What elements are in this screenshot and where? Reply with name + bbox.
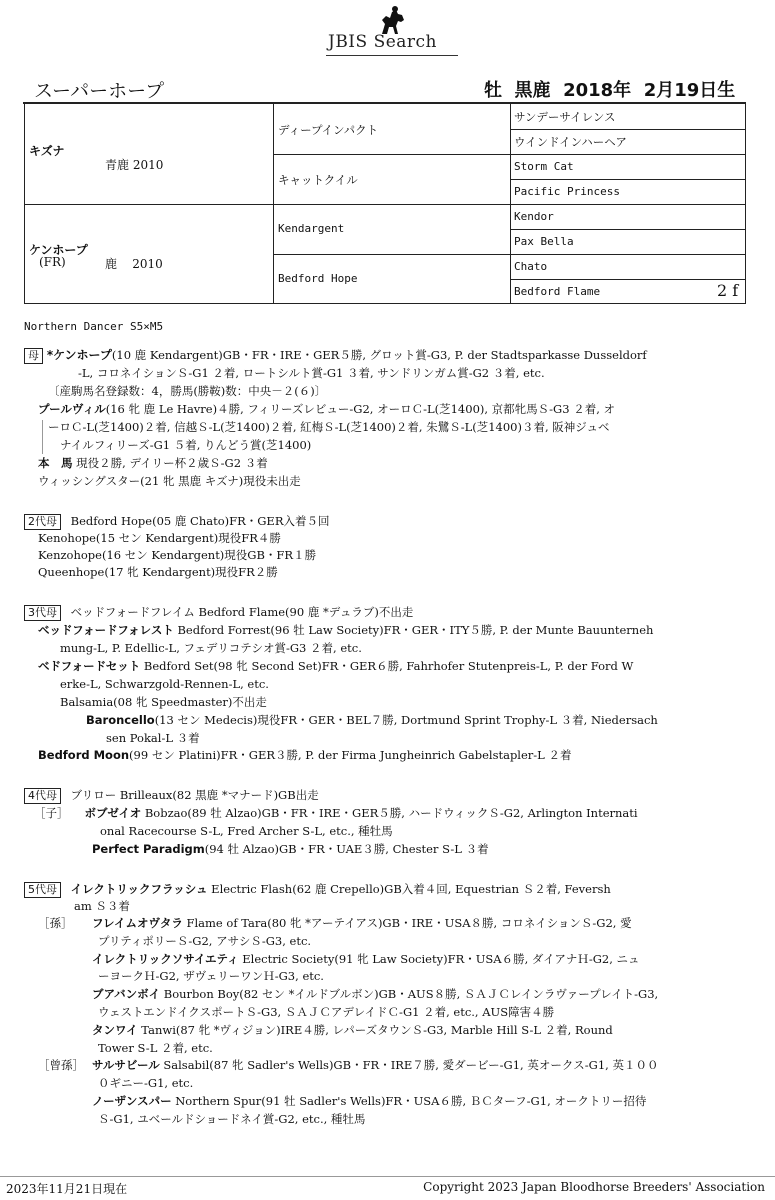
electric-society[interactable]: イレクトリックソサイエティ [92, 952, 239, 966]
dam-origin: (FR) [39, 255, 66, 269]
bedford-forrest-record: Bedford Forrest(96 牡 Law Society)FR・GER・ITY５勝, P. der Munte Bauunterneh [173, 623, 654, 637]
inbreeding-note: Northern Dancer S5×M5 [24, 320, 164, 333]
foal-pourville-record-cont2: ナイルフィリーズ-G1 ５着, りんどう賞(芝1400) [60, 438, 312, 452]
jbis-search-logo[interactable] [322, 6, 462, 54]
g2-foal-2: Kenzohope(16 セン Kendargent)現役GB・FR１勝 [38, 548, 317, 562]
electric-flash[interactable]: イレクトリックフラッシュ [70, 882, 208, 896]
gen3-5[interactable]: Kendor [514, 210, 554, 223]
bedford-moon[interactable]: Bedford Moon [38, 748, 130, 762]
gen3-6[interactable]: Pax Bella [514, 235, 574, 248]
dam-offspring-summary: 〔産駒馬名登録数：4，勝馬(勝鞍)数：中央－２(６)〕 [48, 384, 327, 398]
logo-text: JBIS Search [328, 32, 438, 52]
electric-flash-record-cont: am Ｓ３着 [74, 899, 130, 913]
foal-pourville-record: (16 牝 鹿 Le Havre)４勝, フィリーズレビュー-G2, オーロＣ-L(芝1400), 京都牝馬Ｓ-G3 ２着, オ [105, 402, 616, 416]
northern-spur-record-cont: Ｓ-G1, ユベールドショードネイ賞-G2, etc., 種牡馬 [98, 1112, 366, 1126]
dam-info: 鹿 2010 [105, 257, 163, 271]
flame-of-tara[interactable]: フレイムオヴタラ [92, 916, 183, 930]
horse-name: スーパーホープ [34, 80, 165, 102]
flame-of-tara-record: Flame of Tara(80 牝 *アーテイアス)GB・IRE・USA８勝, コロネイションＳ-G2, 愛 [182, 916, 632, 930]
pedigree-table [24, 104, 746, 304]
logo-underline [326, 55, 458, 56]
section-label-dam: 母 [24, 348, 43, 364]
footer-date: 2023年11月21日現在 [6, 1182, 128, 1196]
dam-name-link[interactable]: *ケンホープ [46, 348, 112, 362]
northern-spur-record: Northern Spur(91 牡 Sadler's Wells)FR・USA６勝, ＢＣターフ-G1, オークトリー招待 [171, 1094, 647, 1108]
foal-pourville-record-cont: ーロＣ-L(芝1400)２着, 信越Ｓ-L(芝1400)２着, 紅梅Ｓ-L(芝1400)２着, 朱鷺Ｓ-L(芝1400)３着, 阪神ジュベ [48, 420, 610, 434]
gen2-sire-sire[interactable]: ディープインパクト [278, 123, 379, 137]
gen3-7[interactable]: Chato [514, 260, 548, 273]
gen3-1[interactable]: サンデーサイレンス [514, 110, 616, 124]
sire-name[interactable]: キズナ [29, 144, 65, 158]
g3-dam: ベッドフォードフレイム Bedford Flame(90 鹿 *デュラブ)不出走 [70, 605, 414, 619]
section-label-g4: 4代母 [24, 788, 61, 804]
bedford-forrest[interactable]: ベッドフォードフォレスト [38, 623, 174, 637]
indent-rule [42, 420, 43, 454]
g2-foal-1: Kenohope(15 セン Kendargent)現役FR４勝 [38, 531, 281, 545]
gen2-dam-dam[interactable]: Bedford Hope [278, 272, 358, 285]
section-label-g2: 2代母 [24, 514, 61, 530]
bedford-forrest-record-cont: mung-L, P. Edellic-L, フェデリコテシオ賞-G3 ２着, etc. [60, 641, 362, 655]
sire-info: 青鹿 2010 [105, 158, 164, 172]
northern-spur[interactable]: ノーザンスパー [92, 1094, 172, 1108]
balsamia: Balsamia(08 牝 Speedmaster)不出走 [60, 695, 267, 709]
gen2-sire-dam[interactable]: キャットクイル [278, 173, 358, 187]
baroncello-record: (13 セン Medecis)現役FR・GER・BEL７勝, Dortmund Sprint Trophy-L ３着, Niedersach [154, 713, 658, 727]
salsabil-record-cont: ０ギニー-G1, etc. [98, 1076, 194, 1090]
horse-info: 牡 黒鹿 2018年 2月19日生 [484, 80, 736, 101]
baroncello-record-cont: sen Pokal-L ３着 [106, 731, 200, 745]
bourbon-boy-record-cont: ウェストエンドイクスポートＳ-G3, ＳＡＪＣアデレイドＣ-G1 ２着, etc., AUS障害４勝 [98, 1005, 555, 1019]
baroncello[interactable]: Baroncello [86, 713, 155, 727]
tanwi[interactable]: タンワイ [92, 1023, 138, 1037]
g4-child-tag: ［子］ [34, 806, 69, 820]
flame-of-tara-record-cont: プリティポリーＳ-G2, アサシＳ-G3, etc. [98, 934, 312, 948]
dam-name[interactable]: ケンホープ [29, 243, 88, 257]
bedford-set-record: Bedford Set(98 牝 Second Set)FR・GER６勝, Fahrhofer Stutenpreis-L, P. der Ford W [140, 659, 634, 673]
gen3-4[interactable]: Pacific Princess [514, 185, 620, 198]
bedford-set[interactable]: ベドフォードセット [38, 659, 141, 673]
bourbon-boy[interactable]: ブアバンボイ [92, 987, 161, 1001]
gen3-3[interactable]: Storm Cat [514, 160, 574, 173]
bedford-set-record-cont: erke-L, Schwarzgold-Rennen-L, etc. [60, 677, 269, 691]
gen3-2[interactable]: ウインドインハーヘア [514, 135, 627, 149]
gen2-dam-sire[interactable]: Kendargent [278, 222, 345, 235]
dam-record-cont: -L, コロネイションＳ-G1 ２着, ロートシルト賞-G1 ３着, サンドリンガム賞-G2 ３着, etc. [78, 366, 545, 380]
grandchild-tag: ［孫］ [38, 916, 73, 930]
electric-flash-record: Electric Flash(62 鹿 Crepello)GB入着４回, Equestrian Ｓ２着, Feversh [207, 882, 611, 896]
foal-pourville[interactable]: プールヴィル [38, 402, 106, 416]
foal-wishing-star: ウィッシングスター(21 牝 黒鹿 キズナ)現役未出走 [38, 474, 301, 488]
gen3-8[interactable]: Bedford Flame [514, 285, 601, 298]
section-label-g5: 5代母 [24, 882, 61, 898]
bobzao-record: Bobzao(89 牡 Alzao)GB・FR・IRE・GER５勝, ハードウィックＳ-G2, Arlington Internati [141, 806, 638, 820]
perfect-paradigm[interactable]: Perfect Paradigm [92, 842, 205, 856]
electric-society-record: Electric Society(91 牝 Law Society)FR・USA６勝, ダイアナＨ-G2, ニュ [238, 952, 640, 966]
footer-divider [0, 1176, 775, 1177]
this-horse-label: 本 馬 [38, 456, 73, 470]
section-label-g3: 3代母 [24, 605, 61, 621]
bourbon-boy-record: Bourbon Boy(82 セン *イルドブルボン)GB・AUS８勝, ＳＡＪＣレインラヴァープレイト-G3, [160, 987, 659, 1001]
bedford-moon-record: (99 セン Platini)FR・GER３勝, P. der Firma Jungheinrich Gabelstapler-L ２着 [129, 748, 572, 762]
salsabil[interactable]: サルサビール [92, 1058, 160, 1072]
bobzao-record-cont: onal Racecourse S-L, Fred Archer S-L, etc., 種牡馬 [100, 824, 393, 838]
this-horse-record: 現役２勝, デイリー杯２歳Ｓ-G2 ３着 [72, 456, 268, 470]
perfect-paradigm-record: (94 牡 Alzao)GB・FR・UAE３勝, Chester S-L ３着 [204, 842, 489, 856]
great-grandchild-tag: ［曾孫］ [38, 1058, 84, 1072]
family-number: 2 f [717, 281, 739, 300]
bobzao[interactable]: ボブゼイオ [84, 806, 142, 820]
dam-record: (10 鹿 Kendargent)GB・FR・IRE・GER５勝, グロット賞-G3, P. der Stadtsparkasse Dusseldorf [111, 348, 647, 362]
g2-foal-3: Queenhope(17 牝 Kendargent)現役FR２勝 [38, 565, 278, 579]
g4-dam: ブリロー Brilleaux(82 黒鹿 *マナード)GB出走 [70, 788, 319, 802]
footer-copyright: Copyright 2023 Japan Bloodhorse Breeders' Association [423, 1180, 765, 1194]
electric-society-record-cont: ーヨークＨ-G2, ザヴェリーワンＨ-G3, etc. [98, 969, 324, 983]
tanwi-record-cont: Tower S-L ２着, etc. [98, 1041, 213, 1055]
tanwi-record: Tanwi(87 牝 *ヴィジョン)IRE４勝, レパーズタウンＳ-G3, Marble Hill S-L ２着, Round [137, 1023, 613, 1037]
salsabil-record: Salsabil(87 牝 Sadler's Wells)GB・FR・IRE７勝, 愛ダービー-G1, 英オークス-G1, 英１００ [159, 1058, 659, 1072]
g2-dam: Bedford Hope(05 鹿 Chato)FR・GER入着５回 [70, 514, 330, 528]
